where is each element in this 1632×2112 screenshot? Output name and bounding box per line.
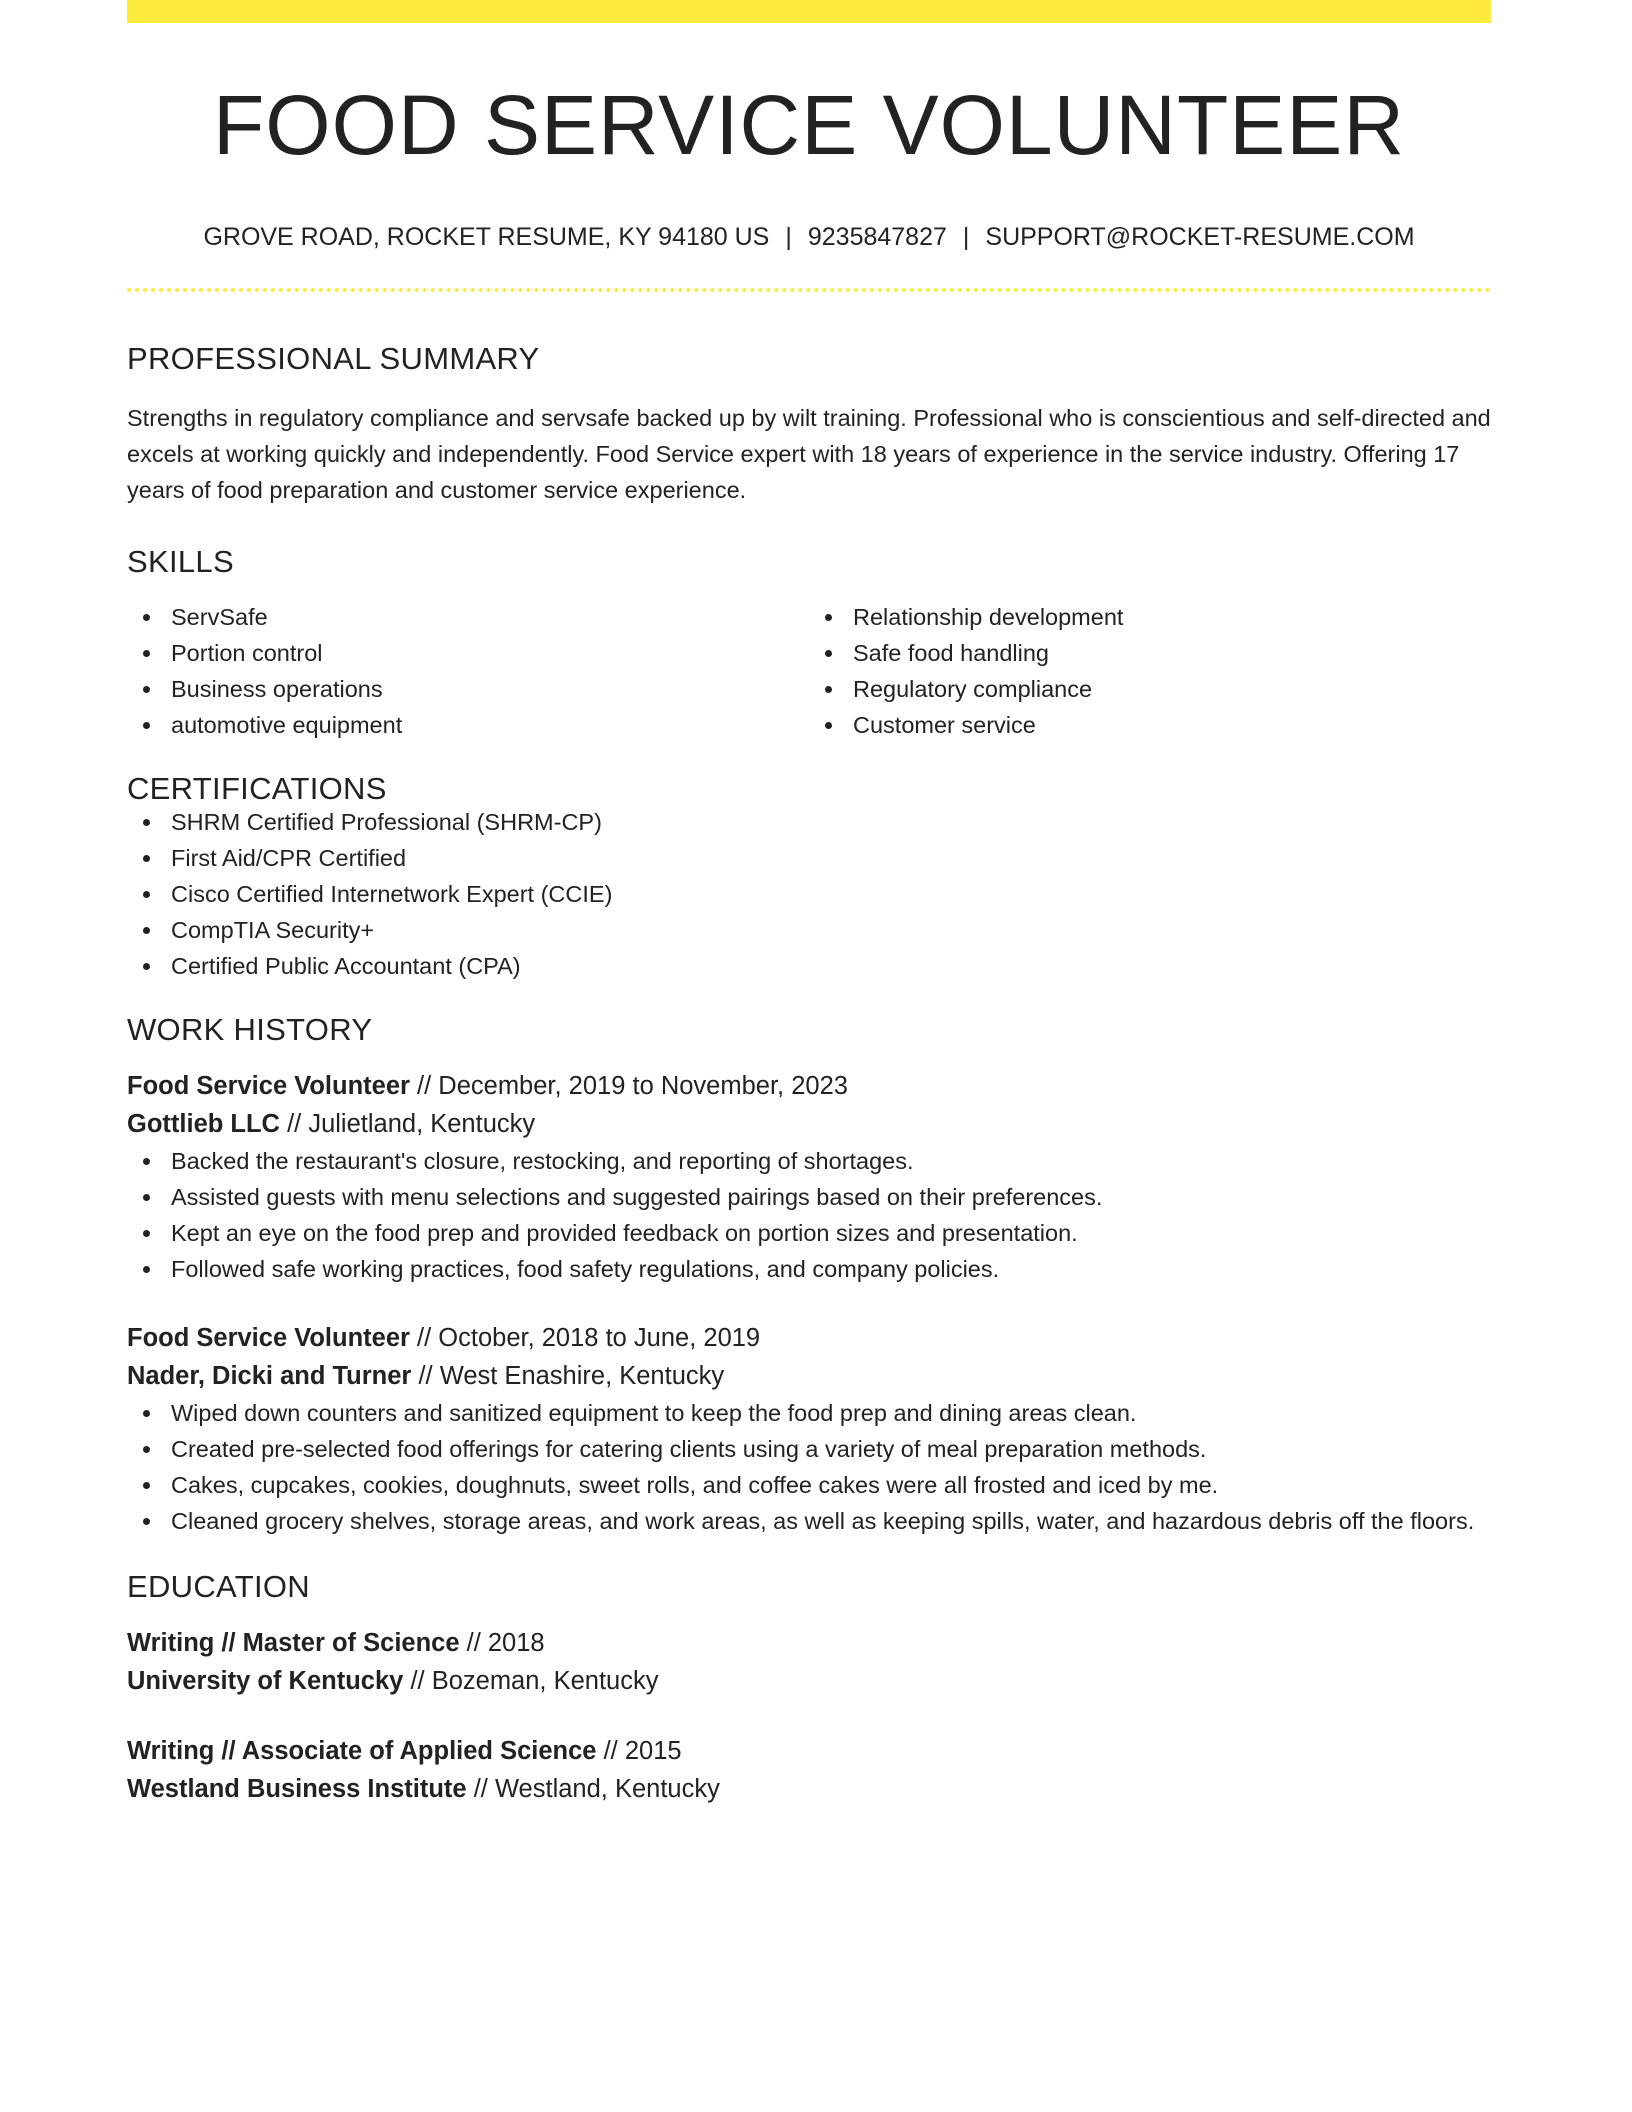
job-duties-list xyxy=(127,1143,1491,1287)
skill-item: Relationship development xyxy=(809,599,1491,635)
summary-text: Strengths in regulatory compliance and servsafe backed up by wilt training. Professional who is conscientious and self-directed and excels at working quickly and independently. Food Service expert with 18 years of experience in the service industry. Offering 17 years of food preparation and customer service experience. xyxy=(127,405,1491,503)
contact-address: GROVE ROAD, ROCKET RESUME, KY 94180 US xyxy=(203,223,770,251)
skills-right-list xyxy=(809,599,1491,743)
work-history-heading: WORK HISTORY xyxy=(127,1012,373,1047)
skill-item: Customer service xyxy=(809,707,1491,743)
skill-item: automotive equipment xyxy=(127,707,809,743)
education-degree-line xyxy=(127,1624,1491,1662)
education-degree: Writing // Master of Science xyxy=(127,1629,460,1657)
job-duty-item: Created pre-selected food offerings for catering clients using a variety of meal preparation methods. xyxy=(127,1431,1491,1467)
education-degree: Writing // Associate of Applied Science xyxy=(127,1737,597,1765)
job-duty-item: Assisted guests with menu selections and suggested pairings based on their preferences. xyxy=(127,1179,1491,1215)
education-school: Westland Business Institute xyxy=(127,1775,467,1803)
job-duty-item: Cleaned grocery shelves, storage areas, and work areas, as well as keeping spills, water, and hazardous debris off the floors. xyxy=(127,1503,1491,1539)
skill-item: Regulatory compliance xyxy=(809,671,1491,707)
skill-item: Portion control xyxy=(127,635,809,671)
contact-line xyxy=(127,225,1491,250)
education-year: // 2018 xyxy=(466,1629,545,1657)
summary-heading: PROFESSIONAL SUMMARY xyxy=(127,341,540,376)
job-location: // West Enashire, Kentucky xyxy=(418,1362,725,1390)
education-heading: EDUCATION xyxy=(127,1569,310,1604)
certifications-heading: CERTIFICATIONS xyxy=(127,771,387,806)
skill-item: Business operations xyxy=(127,671,809,707)
education-year: // 2015 xyxy=(603,1737,682,1765)
education-location: // Bozeman, Kentucky xyxy=(410,1667,659,1695)
certification-item: CompTIA Security+ xyxy=(127,912,1491,948)
certification-item: SHRM Certified Professional (SHRM-CP) xyxy=(127,804,1491,840)
contact-phone: 9235847827 xyxy=(807,223,947,251)
job-role: Food Service Volunteer xyxy=(127,1072,410,1100)
job-dates: // December, 2019 to November, 2023 xyxy=(417,1072,848,1100)
education-school: University of Kentucky xyxy=(127,1667,404,1695)
skill-item: Safe food handling xyxy=(809,635,1491,671)
contact-email: SUPPORT@ROCKET-RESUME.COM xyxy=(985,223,1415,251)
job-title-line xyxy=(127,1067,1491,1105)
skills-columns xyxy=(127,599,1491,743)
contact-separator: | xyxy=(785,223,792,251)
job-duties-list xyxy=(127,1395,1491,1539)
certification-item: Certified Public Accountant (CPA) xyxy=(127,948,1491,984)
education-degree-line xyxy=(127,1732,1491,1770)
job-duty-item: Followed safe working practices, food safety regulations, and company policies. xyxy=(127,1251,1491,1287)
job-duty-item: Kept an eye on the food prep and provided feedback on portion sizes and presentation. xyxy=(127,1215,1491,1251)
education-school-line xyxy=(127,1662,1491,1700)
job-dates: // October, 2018 to June, 2019 xyxy=(417,1324,761,1352)
job-role: Food Service Volunteer xyxy=(127,1324,410,1352)
education-location: // Westland, Kentucky xyxy=(473,1775,720,1803)
job-duty-item: Cakes, cupcakes, cookies, doughnuts, sweet rolls, and coffee cakes were all frosted and iced by me. xyxy=(127,1467,1491,1503)
certification-item: Cisco Certified Internetwork Expert (CCIE) xyxy=(127,876,1491,912)
job-duty-item: Wiped down counters and sanitized equipment to keep the food prep and dining areas clean. xyxy=(127,1395,1491,1431)
job-company-line xyxy=(127,1105,1491,1143)
certification-item: First Aid/CPR Certified xyxy=(127,840,1491,876)
top-accent-bar xyxy=(127,0,1491,23)
job-company: Gottlieb LLC xyxy=(127,1110,280,1138)
header-divider xyxy=(127,288,1491,292)
job-company-line xyxy=(127,1357,1491,1395)
job-duty-item: Backed the restaurant's closure, restocking, and reporting of shortages. xyxy=(127,1143,1491,1179)
resume-name: FOOD SERVICE VOLUNTEER xyxy=(212,78,1405,172)
job-location: // Julietland, Kentucky xyxy=(287,1110,536,1138)
skill-item: ServSafe xyxy=(127,599,809,635)
certifications-list xyxy=(127,804,1491,984)
contact-separator: | xyxy=(962,223,970,251)
skills-heading: SKILLS xyxy=(127,544,234,579)
education-school-line xyxy=(127,1770,1491,1808)
resume-page xyxy=(127,0,1491,1808)
job-title-line xyxy=(127,1319,1491,1357)
skills-left-list xyxy=(127,599,809,743)
job-company: Nader, Dicki and Turner xyxy=(127,1362,412,1390)
